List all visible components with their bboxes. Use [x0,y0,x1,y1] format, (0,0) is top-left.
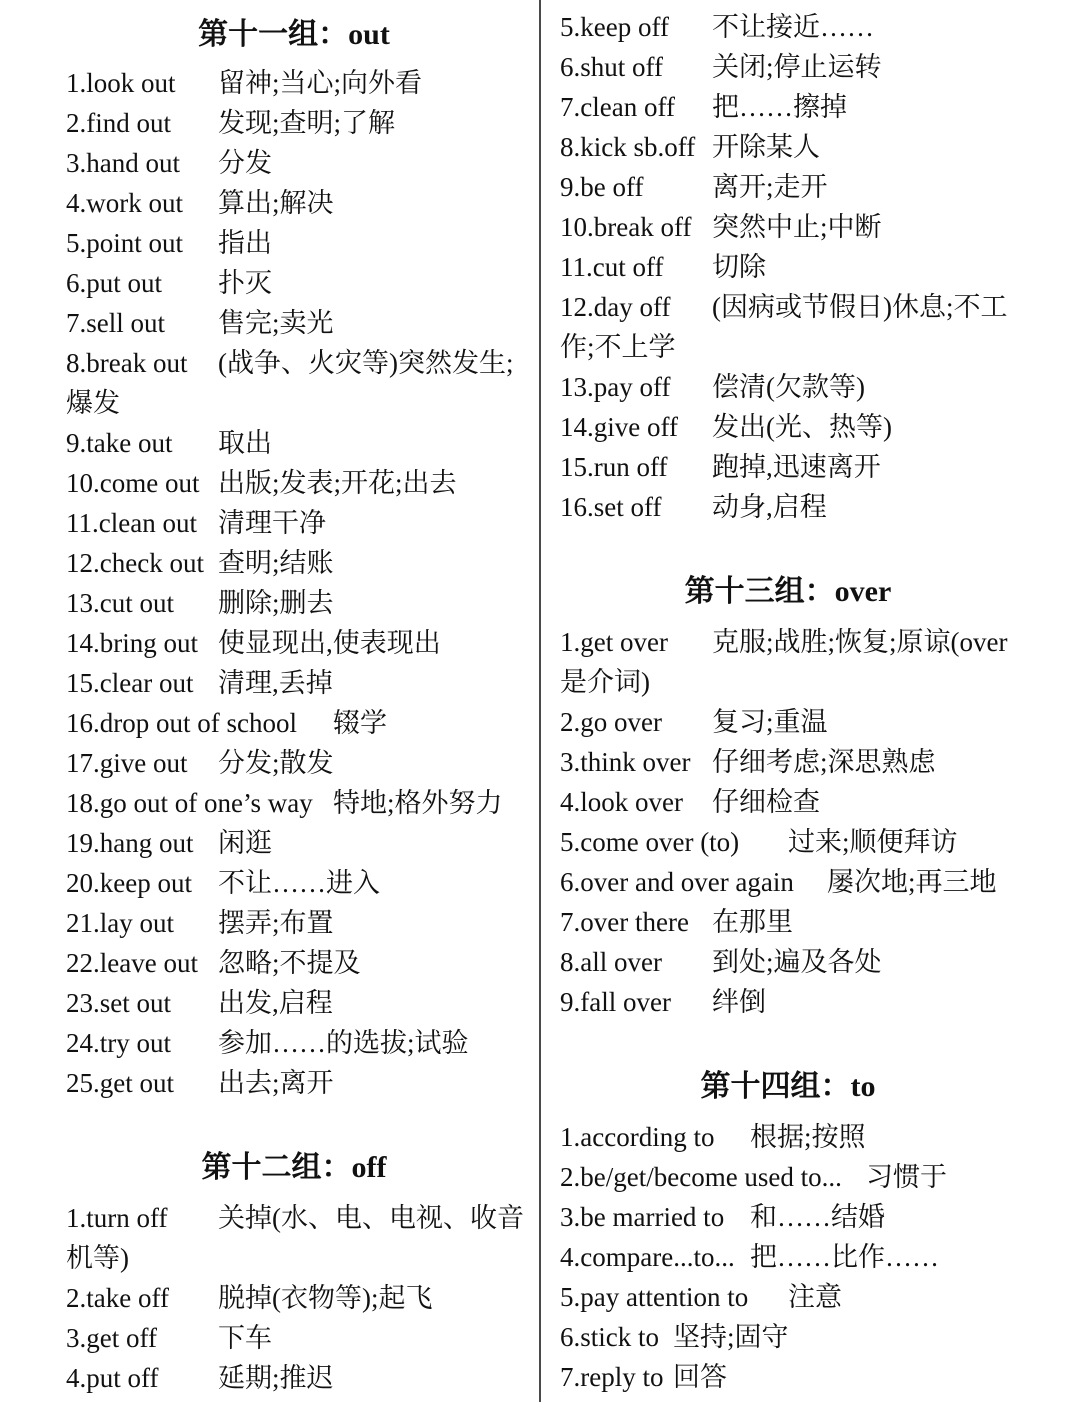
meaning-text: 关闭;停止运转 [712,52,882,82]
list-item [66,983,522,1023]
meaning-text: 忽略;不提及 [218,948,361,978]
phrase-text: 13.cut out [66,588,174,618]
meaning-text: (战争、火灾等)突然发生; [218,348,514,378]
list-item [66,943,522,983]
meaning-text: 扑灭 [218,268,272,298]
list-item [66,543,522,583]
meaning-text: 不让……进入 [218,868,380,898]
meaning-text: 复习;重温 [712,707,828,737]
list-item [66,703,522,743]
list-item [560,1277,1016,1317]
phrase-text: 9.be off [560,172,644,202]
meaning-text: 把……擦掉 [712,92,847,122]
group-heading: 第十三组：over [684,575,892,608]
phrase-text: 6.stick to [560,1322,659,1352]
meaning-text: 算出;解决 [218,188,334,218]
phrase-text: 2.go over [560,707,662,737]
meaning-text: 不让接近…… [712,12,874,42]
meaning-text: 到处;遍及各处 [712,947,882,977]
meaning-text: 在那里 [712,907,793,937]
meaning-text: 删除;删去 [218,588,334,618]
meaning-text: 参加……的选拔;试验 [218,1028,469,1058]
phrase-text: 14.bring out [66,628,198,658]
list-item [560,207,1016,247]
meaning-text: 分发 [218,148,272,178]
phrase-text: 8.kick sb.off [560,132,696,162]
group-heading: 第十一组：out [198,18,390,51]
meaning-text: 指出 [218,228,272,258]
list-item [66,63,522,103]
meaning-text: 出版;发表;开花;出去 [218,468,457,498]
meaning-text: 克服;战胜;恢复;原谅(over [712,627,1008,657]
list-item [560,702,1016,742]
meaning-text: 根据;按照 [750,1122,866,1152]
phrase-text: 16.set off [560,492,662,522]
meaning-text: 清理干净 [218,508,326,538]
meaning-continuation: 作;不上学 [560,332,676,362]
list-item [560,902,1016,942]
meaning-text: 偿清(欠款等) [712,372,865,402]
meaning-text: 延期;推迟 [218,1363,334,1393]
list-item [66,1358,522,1398]
meaning-text: (因病或节假日)休息;不工 [712,292,1008,322]
phrase-text: 4.compare...to... [560,1242,735,1272]
meaning-text: 习惯于 [866,1162,947,1192]
list-item [560,1317,1016,1357]
list-item [66,783,522,823]
phrase-text: 13.pay off [560,372,671,402]
phrase-text: 8.break out [66,348,188,378]
phrase-text: 3.be married to [560,1202,725,1232]
list-item [66,223,522,263]
meaning-text: 售完;卖光 [218,308,334,338]
phrase-text: 6.over and over again [560,867,794,897]
list-item [66,143,522,183]
phrase-text: 10.come out [66,468,200,498]
phrase-text: 5.come over (to) [560,827,740,857]
meaning-text: 仔细检查 [712,787,820,817]
meaning-text: 摆弄;布置 [218,908,334,938]
list-item [66,103,522,143]
list-item [560,1197,1016,1237]
phrase-text: 8.all over [560,947,662,977]
list-item [66,663,522,703]
meaning-text: 屡次地;再三地 [827,867,997,897]
meaning-text: 清理,丢掉 [218,668,333,698]
phrase-text: 5.pay attention to [560,1282,749,1312]
right-column [560,7,1016,1397]
phrase-text: 3.hand out [66,148,180,178]
phrase-text: 6.shut off [560,52,664,82]
phrase-text: 19.hang out [66,828,194,858]
meaning-text: 开除某人 [712,132,820,162]
list-item [560,87,1016,127]
meaning-text: 辍学 [333,708,387,738]
list-item [66,1023,522,1063]
phrase-text: 15.clear out [66,668,194,698]
phrase-text: 21.lay out [66,908,174,938]
meaning-text: 注意 [788,1282,842,1312]
list-item [560,287,1016,327]
list-item [66,343,522,383]
phrase-text: 24.try out [66,1028,171,1058]
left-column [66,15,522,1398]
meaning-continuation: 爆发 [66,388,120,418]
list-item [560,982,1016,1022]
meaning-text: 突然中止;中断 [712,212,882,242]
phrase-text: 3.get off [66,1323,157,1353]
list-item [560,1117,1016,1157]
list-item [560,1357,1016,1397]
phrase-text: 2.find out [66,108,171,138]
phrase-text: 11.cut off [560,252,664,282]
meaning-continuation: 机等) [66,1243,129,1273]
list-item [66,1198,522,1238]
list-item [560,782,1016,822]
meaning-text: 离开;走开 [712,172,828,202]
meaning-text: 跑掉,迅速离开 [712,452,881,482]
phrase-text: 1.turn off [66,1203,168,1233]
list-item [66,1278,522,1318]
list-item [66,303,522,343]
list-item [560,487,1016,527]
list-item [560,1157,1016,1197]
list-item [66,583,522,623]
phrase-text: 11.clean out [66,508,197,538]
list-item [560,127,1016,167]
phrase-text: 7.clean off [560,92,675,122]
list-item [66,183,522,223]
phrase-text: 6.put out [66,268,163,298]
phrase-text: 4.work out [66,188,183,218]
phrase-text: 5.keep off [560,12,669,42]
phrase-text: 17.give out [66,748,188,778]
list-item [560,407,1016,447]
list-item [66,423,522,463]
list-item [66,903,522,943]
list-item [560,47,1016,87]
list-item [66,263,522,303]
phrase-text: 5.point out [66,228,184,258]
meaning-text: 使显现出,使表现出 [218,628,441,658]
meaning-text: 闲逛 [218,828,272,858]
meaning-text: 动身,启程 [712,492,827,522]
phrase-text: 4.put off [66,1363,159,1393]
phrase-text: 9.fall over [560,987,671,1017]
meaning-text: 过来;顺便拜访 [788,827,958,857]
phrase-text: 7.over there [560,907,689,937]
phrase-text: 20.keep out [66,868,192,898]
column-divider [539,0,541,1402]
meaning-text: 关掉(水、电、电视、收音 [218,1203,524,1233]
phrase-text: 25.get out [66,1068,174,1098]
phrase-text: 12.check out [66,548,204,578]
phrase-text: 7.reply to [560,1362,664,1392]
group-heading: 第十四组：to [700,1070,876,1103]
list-item [66,503,522,543]
phrase-text: 15.run off [560,452,668,482]
meaning-text: 绊倒 [712,987,766,1017]
meaning-text: 留神;当心;向外看 [218,68,423,98]
list-item [560,7,1016,47]
meaning-text: 取出 [218,428,272,458]
meaning-text: 出去;离开 [218,1068,334,1098]
list-item [66,623,522,663]
meaning-continuation: 是介词) [560,667,650,697]
phrase-text: 12.day off [560,292,671,322]
list-item [560,447,1016,487]
meaning-text: 发出(光、热等) [712,412,892,442]
list-item [560,942,1016,982]
list-item [560,742,1016,782]
phrase-text: 23.set out [66,988,171,1018]
list-item [66,463,522,503]
list-item [560,247,1016,287]
meaning-text: 发现;查明;了解 [218,108,396,138]
list-item [560,622,1016,662]
list-item [560,862,1016,902]
phrase-text: 9.take out [66,428,173,458]
phrase-text: 18.go out of one’s way [66,788,313,818]
meaning-text: 坚持;固守 [673,1322,789,1352]
meaning-text: 把……比作…… [750,1242,939,1272]
meaning-text: 查明;结账 [218,548,334,578]
phrase-text: 2.be/get/become used to... [560,1162,842,1192]
phrase-text: 1.get over [560,627,668,657]
meaning-text: 切除 [712,252,766,282]
list-item [66,1318,522,1358]
phrase-text: 10.break off [560,212,692,242]
group-heading: 第十二组：off [201,1151,387,1184]
phrase-text: 1.look out [66,68,176,98]
list-item [560,367,1016,407]
list-item [560,822,1016,862]
meaning-text: 特地;格外努力 [333,788,503,818]
list-item [560,167,1016,207]
meaning-text: 和……结婚 [750,1202,885,1232]
meaning-text: 出发,启程 [218,988,333,1018]
meaning-text: 回答 [673,1362,727,1392]
meaning-text: 脱掉(衣物等);起飞 [218,1283,433,1313]
list-item [66,863,522,903]
phrase-text: 2.take off [66,1283,169,1313]
list-item [560,1237,1016,1277]
phrase-text: 22.leave out [66,948,198,978]
list-item [66,743,522,783]
list-item [66,823,522,863]
meaning-text: 仔细考虑;深思熟虑 [712,747,936,777]
phrase-text: 1.according to [560,1122,715,1152]
phrase-text: 7.sell out [66,308,165,338]
list-item [66,1063,522,1103]
meaning-text: 分发;散发 [218,748,334,778]
meaning-text: 下车 [218,1323,272,1353]
phrase-text: 3.think over [560,747,691,777]
phrase-text: 14.give off [560,412,678,442]
phrase-text: 4.look over [560,787,683,817]
phrase-text: 16.drop out of school [66,708,297,738]
